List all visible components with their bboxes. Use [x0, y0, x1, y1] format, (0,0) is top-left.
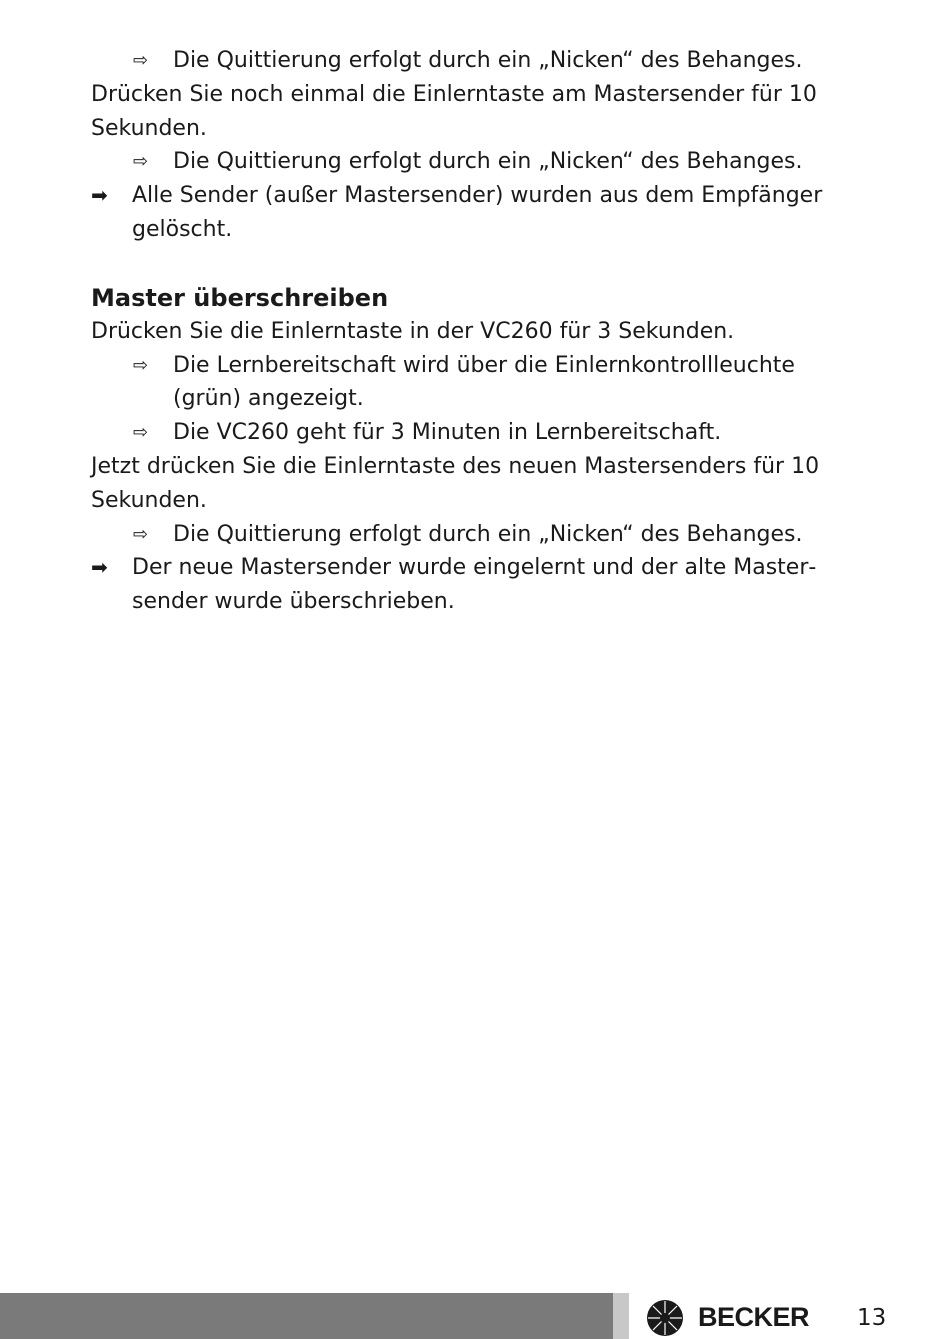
instruction-result-5: [91, 518, 881, 552]
section-heading: Master überschreiben: [91, 283, 389, 312]
instruction-result-4: [91, 416, 881, 450]
instruction-result-text: Die Quittierung erfolgt durch ein „Nicken“ des Behanges.: [173, 48, 803, 73]
footer-bar-accent: [613, 1293, 629, 1339]
instruction-result-2: [91, 145, 881, 179]
final-result-text: Alle Sender (außer Mastersender) wurden aus dem Empfänger gelöscht.: [132, 183, 823, 242]
page-content: [91, 44, 881, 619]
final-result-text: Der neue Mastersender wurde eingelernt und der alte Mastersender wurde überschrieben.: [132, 555, 817, 615]
becker-sun-logo-icon: [645, 1298, 685, 1338]
hollow-arrow-icon: ⇨: [133, 50, 149, 71]
final-result-2: [91, 551, 862, 619]
instruction-step: Drücken Sie noch einmal die Einlerntaste am Mastersender für 10 Sekunden.: [91, 81, 817, 141]
hollow-arrow-icon: ⇨: [133, 422, 149, 444]
instruction-result-text: Die Quittierung erfolgt durch ein „Nicken“ des Behanges.: [173, 149, 803, 175]
solid-arrow-icon: ➡: [91, 183, 108, 208]
footer-bar: [0, 1293, 613, 1339]
instruction-step: Drücken Sie die Einlerntaste in der VC260 für 3 Sekunden.: [91, 318, 735, 344]
instruction-result-text: Die VC260 geht für 3 Minuten in Lernbereitschaft.: [173, 420, 722, 446]
brand-logo-text: BECKER: [698, 1302, 810, 1332]
hollow-arrow-icon: ⇨: [133, 151, 149, 173]
instruction-step: Jetzt drücken Sie die Einlerntaste des neuen Mastersenders für 10 Sekunden.: [91, 453, 820, 513]
hollow-arrow-icon: ⇨: [133, 523, 149, 545]
instruction-result-3: [91, 349, 853, 417]
instruction-result-text: Die Quittierung erfolgt durch ein „Nicken“ des Behanges.: [173, 521, 803, 547]
final-result-1: [91, 179, 872, 247]
hollow-arrow-icon: ⇨: [133, 354, 149, 376]
instruction-result-text: Die Lernbereitschaft wird über die Einlernkontrollleuchte (grün) angezeigt.: [173, 352, 795, 412]
instruction-result-1: [91, 44, 881, 78]
solid-arrow-icon: ➡: [91, 555, 108, 580]
page-number: 13: [857, 1305, 887, 1331]
